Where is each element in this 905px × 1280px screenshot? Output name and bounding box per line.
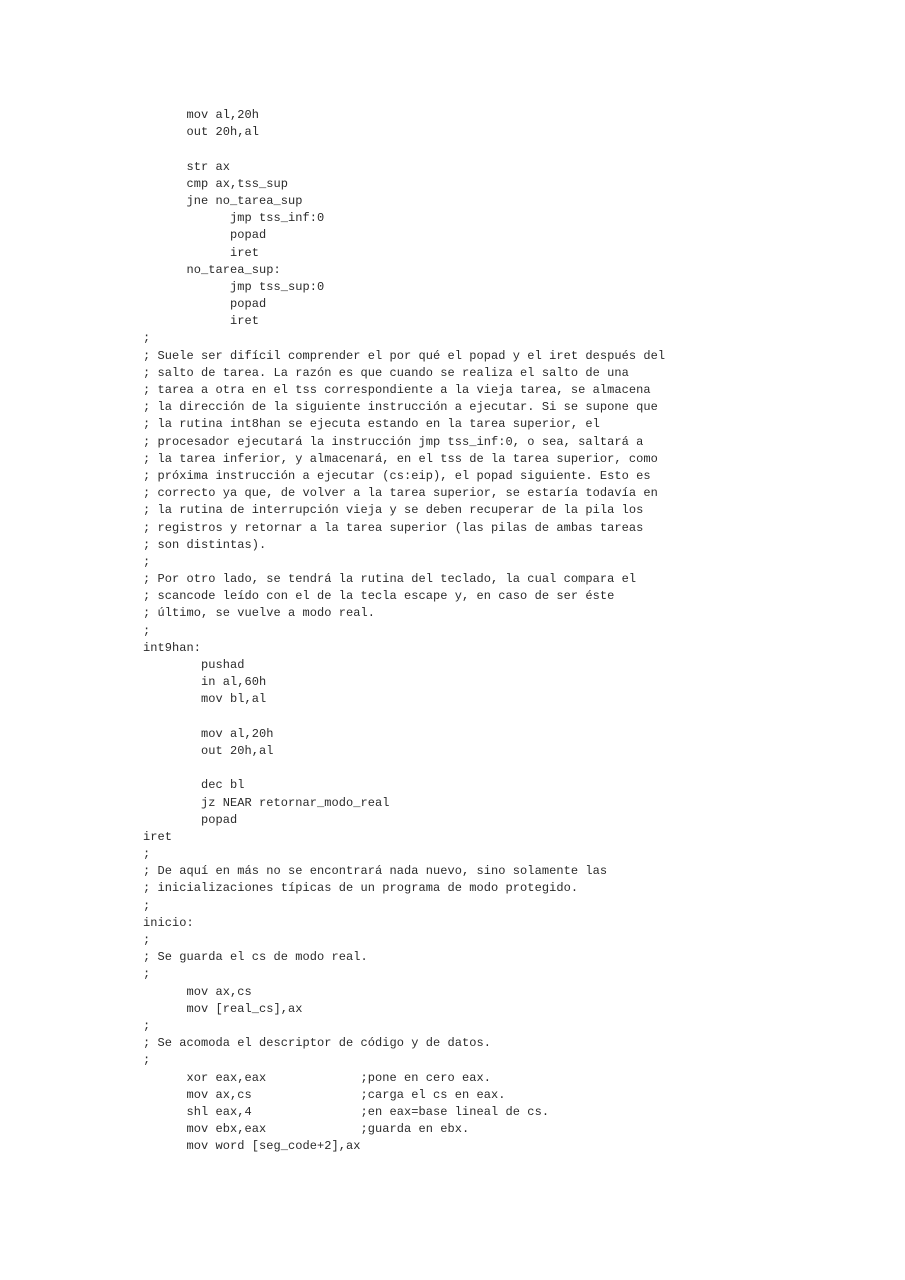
code-line: iret xyxy=(143,829,173,844)
code-line: ; la rutina de interrupción vieja y se deben recuperar de la pila los xyxy=(143,503,644,518)
code-line: in al,60h xyxy=(143,675,267,690)
code-line: ; la dirección de la siguiente instrucción a ejecutar. Si se supone que xyxy=(143,400,658,415)
code-line: ; correcto ya que, de volver a la tarea superior, se estaría todavía en xyxy=(143,486,658,501)
code-line: popad xyxy=(143,297,267,312)
code-line: ; xyxy=(143,847,151,862)
code-line: ; xyxy=(143,898,151,913)
code-line: mov ax,cs ;carga el cs en eax. xyxy=(143,1087,506,1102)
code-line: ; son distintas). xyxy=(143,537,267,552)
code-line: jz NEAR retornar_modo_real xyxy=(143,795,390,810)
code-line: mov [real_cs],ax xyxy=(143,1001,303,1016)
code-line: ; Se acomoda el descriptor de código y de datos. xyxy=(143,1036,492,1051)
code-line: mov al,20h xyxy=(143,108,260,122)
code-line: ; último, se vuelve a modo real. xyxy=(143,606,376,621)
code-line: ; próxima instrucción a ejecutar (cs:eip), el popad siguiente. Esto es xyxy=(143,468,651,483)
code-line: ; xyxy=(143,623,151,638)
code-line xyxy=(143,709,665,726)
code-line: jne no_tarea_sup xyxy=(143,193,303,208)
code-line xyxy=(143,141,665,158)
code-line: int9han: xyxy=(143,640,202,655)
code-line: pushad xyxy=(143,658,245,672)
code-line: ; De aquí en más no se encontrará nada nuevo, sino solamente las xyxy=(143,864,608,879)
code-line: xor eax,eax ;pone en cero eax. xyxy=(143,1070,492,1085)
code-line: popad xyxy=(143,228,267,243)
code-line: cmp ax,tss_sup xyxy=(143,176,289,191)
code-line: ; xyxy=(143,1018,151,1033)
assembly-code-listing xyxy=(143,107,665,1155)
code-line xyxy=(143,760,665,777)
code-line: iret xyxy=(143,245,260,260)
code-line: ; Por otro lado, se tendrá la rutina del teclado, la cual compara el xyxy=(143,572,637,587)
code-line: ; inicializaciones típicas de un programa de modo protegido. xyxy=(143,881,579,896)
code-line: popad xyxy=(143,812,238,827)
code-line: ; xyxy=(143,967,151,982)
code-line: mov al,20h xyxy=(143,726,274,741)
code-line: ; scancode leído con el de la tecla escape y, en caso de ser éste xyxy=(143,589,615,604)
code-line: ; Se guarda el cs de modo real. xyxy=(143,950,368,965)
code-line: ; xyxy=(143,1053,151,1068)
code-line: str ax xyxy=(143,159,231,174)
code-line: ; la rutina int8han se ejecuta estando en la tarea superior, el xyxy=(143,417,600,432)
code-line: inicio: xyxy=(143,915,194,930)
code-line: no_tarea_sup: xyxy=(143,262,281,277)
code-line: ; la tarea inferior, y almacenará, en el tss de la tarea superior, como xyxy=(143,451,658,466)
code-line: out 20h,al xyxy=(143,743,274,758)
code-line: jmp tss_inf:0 xyxy=(143,211,325,226)
code-line: ; procesador ejecutará la instrucción jmp tss_inf:0, o sea, saltará a xyxy=(143,434,644,449)
code-line: dec bl xyxy=(143,778,245,793)
code-line: shl eax,4 ;en eax=base lineal de cs. xyxy=(143,1104,550,1119)
code-line: out 20h,al xyxy=(143,125,260,140)
code-line: ; xyxy=(143,933,151,947)
code-line: mov ax,cs xyxy=(143,984,252,999)
code-line: mov ebx,eax ;guarda en ebx. xyxy=(143,1122,470,1137)
code-line: ; tarea a otra en el tss correspondiente a la vieja tarea, se almacena xyxy=(143,383,651,397)
code-line: ; Suele ser difícil comprender el por qué el popad y el iret después del xyxy=(143,348,666,363)
code-line: mov word [seg_code+2],ax xyxy=(143,1139,361,1154)
code-line: iret xyxy=(143,314,260,329)
code-line: jmp tss_sup:0 xyxy=(143,279,325,294)
code-line: ; registros y retornar a la tarea superior (las pilas de ambas tareas xyxy=(143,520,644,535)
code-line: mov bl,al xyxy=(143,692,267,707)
code-line: ; xyxy=(143,554,151,569)
code-line: ; salto de tarea. La razón es que cuando se realiza el salto de una xyxy=(143,365,629,380)
code-line: ; xyxy=(143,331,151,346)
